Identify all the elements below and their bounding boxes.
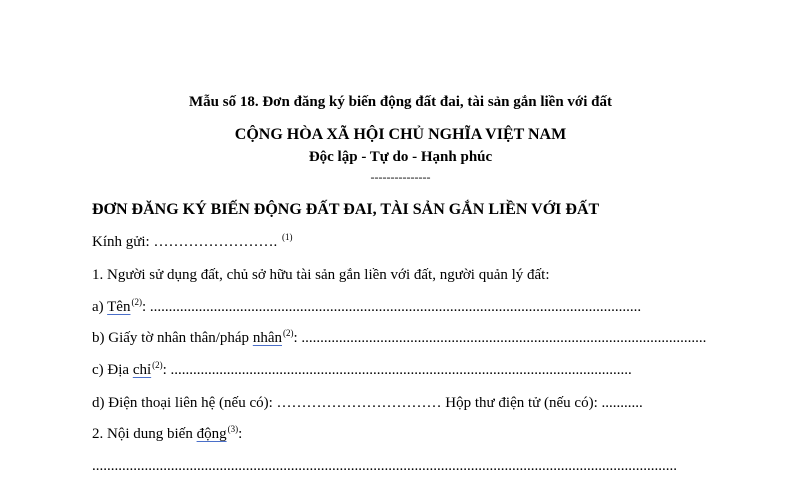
section1-heading: 1. Người sử dụng đất, chủ sở hữu tài sản gắn liền với đất, người quản lý đất: — [92, 267, 550, 283]
name-note: (2) — [131, 297, 142, 307]
national-title: CỘNG HÒA XÃ HỘI CHỦ NGHĨA VIỆT NAM — [234, 126, 567, 143]
recipient-line — [92, 233, 292, 252]
form-caption: Mẫu số 18. Đơn đăng ký biến động đất đai, tài sản gắn liền với đất — [189, 94, 612, 110]
motto-rule: --------------- — [370, 170, 431, 184]
section2-note: (3) — [227, 424, 239, 434]
id-docs-prefix: b) Giấy tờ nhân thân/pháp — [92, 330, 253, 346]
phone-label: d) Điện thoại liên hệ (nếu có): …………………………… — [92, 395, 442, 411]
id-docs-note: (2) — [282, 328, 294, 338]
name-fill: : ................................................................................................................................... — [141, 299, 642, 315]
email-label: Hộp thư điện tử (nếu có): ........... — [445, 395, 643, 411]
id-docs-fill: : ............................................................................................................ — [293, 330, 707, 346]
name-line — [92, 298, 641, 317]
address-line — [92, 361, 632, 380]
section2-heading — [92, 425, 242, 444]
id-docs-line — [92, 329, 706, 348]
section2-fill-line: ............................................................................................................................................................ — [92, 458, 677, 474]
address-prefix: c) Địa — [92, 362, 133, 378]
phone-line — [92, 394, 643, 412]
id-docs-label: nhân — [252, 330, 282, 346]
address-fill: : ........................................................................................................................... — [162, 362, 632, 378]
recipient-note: (1) — [281, 232, 293, 242]
recipient-label: Kính gửi: ……………………. — [92, 234, 278, 250]
section2-prefix: 2. Nội dung biến — [92, 426, 197, 442]
section2-suffix: : — [238, 426, 243, 442]
motto: Độc lập - Tự do - Hạnh phúc — [308, 149, 493, 165]
document-title: ĐƠN ĐĂNG KÝ BIẾN ĐỘNG ĐẤT ĐAI, TÀI SẢN GẮN LIỀN VỚI ĐẤT — [92, 201, 600, 218]
address-note: (2) — [152, 360, 163, 370]
section2-label: động — [196, 426, 227, 442]
name-prefix: a) — [92, 299, 108, 315]
name-label: Tên — [107, 299, 131, 315]
address-label: chỉ — [132, 362, 152, 378]
